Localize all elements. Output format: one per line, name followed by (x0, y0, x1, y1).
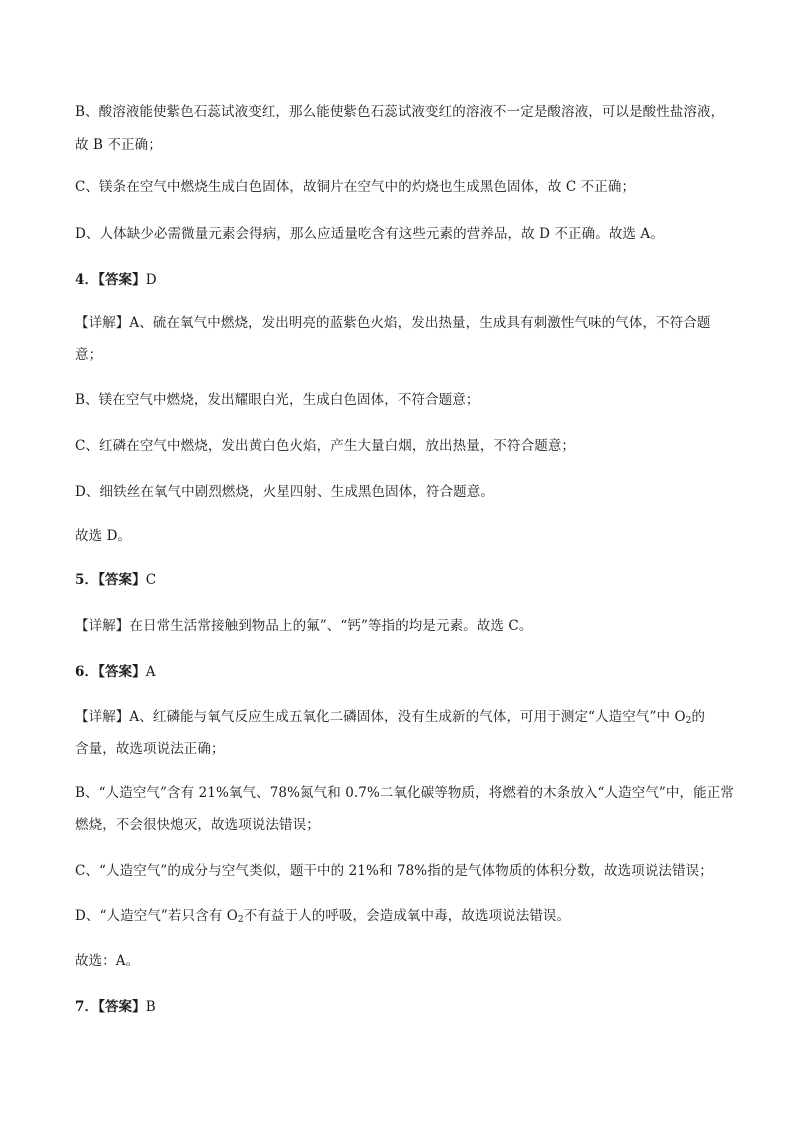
answer-value: C (145, 572, 157, 588)
answer-tag: 【答案】 (98, 999, 146, 1015)
text-line: C、“人造空气”的成分与空气类似，题干中的 21%和 78%指的是气体物质的体积分数，故选项说法错误； (75, 863, 713, 879)
answer-tag: 【答案】 (98, 272, 146, 288)
text-line: C、红磷在空气中燃烧，发出黄白色火焰，产生大量白烟，放出热量，不符合题意； (75, 438, 576, 454)
text-line: 含量，故选项说法正确； (75, 741, 225, 757)
text-line: 【详解】在日常生活常接触到物品上的氟”、“钙”等指的均是元素。故选 C。 (75, 618, 533, 634)
text-segment: 【详解】A、红磷能与氧气反应生成五氧化二磷固体，没有生成新的气体，可用于测定“人造空气”中 O (75, 709, 686, 725)
answer-heading-5 (75, 571, 725, 589)
text-segment: D、“人造空气”若只含有 O (75, 908, 238, 924)
answer-value: D (145, 272, 157, 288)
subscript: 2 (237, 915, 244, 925)
answer-value: B (145, 999, 156, 1015)
text-line: B、酸溶液能使紫色石蕊试液变红，那么能使紫色石蕊试液变红的溶液不一定是酸溶液，可以是酸性盐溶液， (75, 104, 725, 120)
question-number: 4． (75, 272, 99, 288)
text-line (75, 907, 725, 925)
text-segment: 的 (691, 709, 706, 725)
text-line: 燃烧，不会很快熄灭，故选项说法错误； (75, 817, 320, 833)
text-line: 故选 D。 (75, 528, 132, 544)
text-segment: 不有益于人的呼吸，会造成氧中毒，故选项说法错误。 (243, 908, 571, 924)
answer-heading-4 (75, 271, 725, 289)
answer-value: A (145, 664, 156, 680)
answer-tag: 【答案】 (98, 572, 146, 588)
text-line: 故 B 不正确； (75, 137, 162, 153)
text-line: 意； (75, 347, 103, 363)
text-line: B、“人造空气”含有 21%氧气、78%氮气和 0.7%二氧化碳等物质，将燃着的木条放入“人造空气”中，能正常 (75, 785, 734, 801)
subscript: 2 (685, 716, 692, 726)
question-number: 5． (75, 572, 99, 588)
text-line: B、镁在空气中燃烧，发出耀眼白光，生成白色固体，不符合题意； (75, 392, 480, 408)
question-number: 7． (75, 999, 99, 1015)
answer-heading-7 (75, 998, 725, 1016)
text-line: 故选：A。 (75, 953, 140, 969)
answer-tag: 【答案】 (98, 664, 146, 680)
text-line: C、镁条在空气中燃烧生成白色固体，故铜片在空气中的灼烧也生成黑色固体，故 C 不正确； (75, 179, 636, 195)
text-line: D、细铁丝在氧气中剧烈燃烧，火星四射、生成黑色固体，符合题意。 (75, 484, 494, 500)
answer-heading-6 (75, 663, 725, 681)
question-number: 6． (75, 664, 99, 680)
text-line: 【详解】A、硫在氧气中燃烧，发出明亮的蓝紫色火焰，发出热量，生成具有刺激性气味的气体，不符合题 (75, 315, 711, 331)
text-line: D、人体缺少必需微量元素会得病，那么应适量吃含有这些元素的营养品，故 D 不正确。故选 A。 (75, 226, 664, 242)
text-line (75, 708, 725, 726)
